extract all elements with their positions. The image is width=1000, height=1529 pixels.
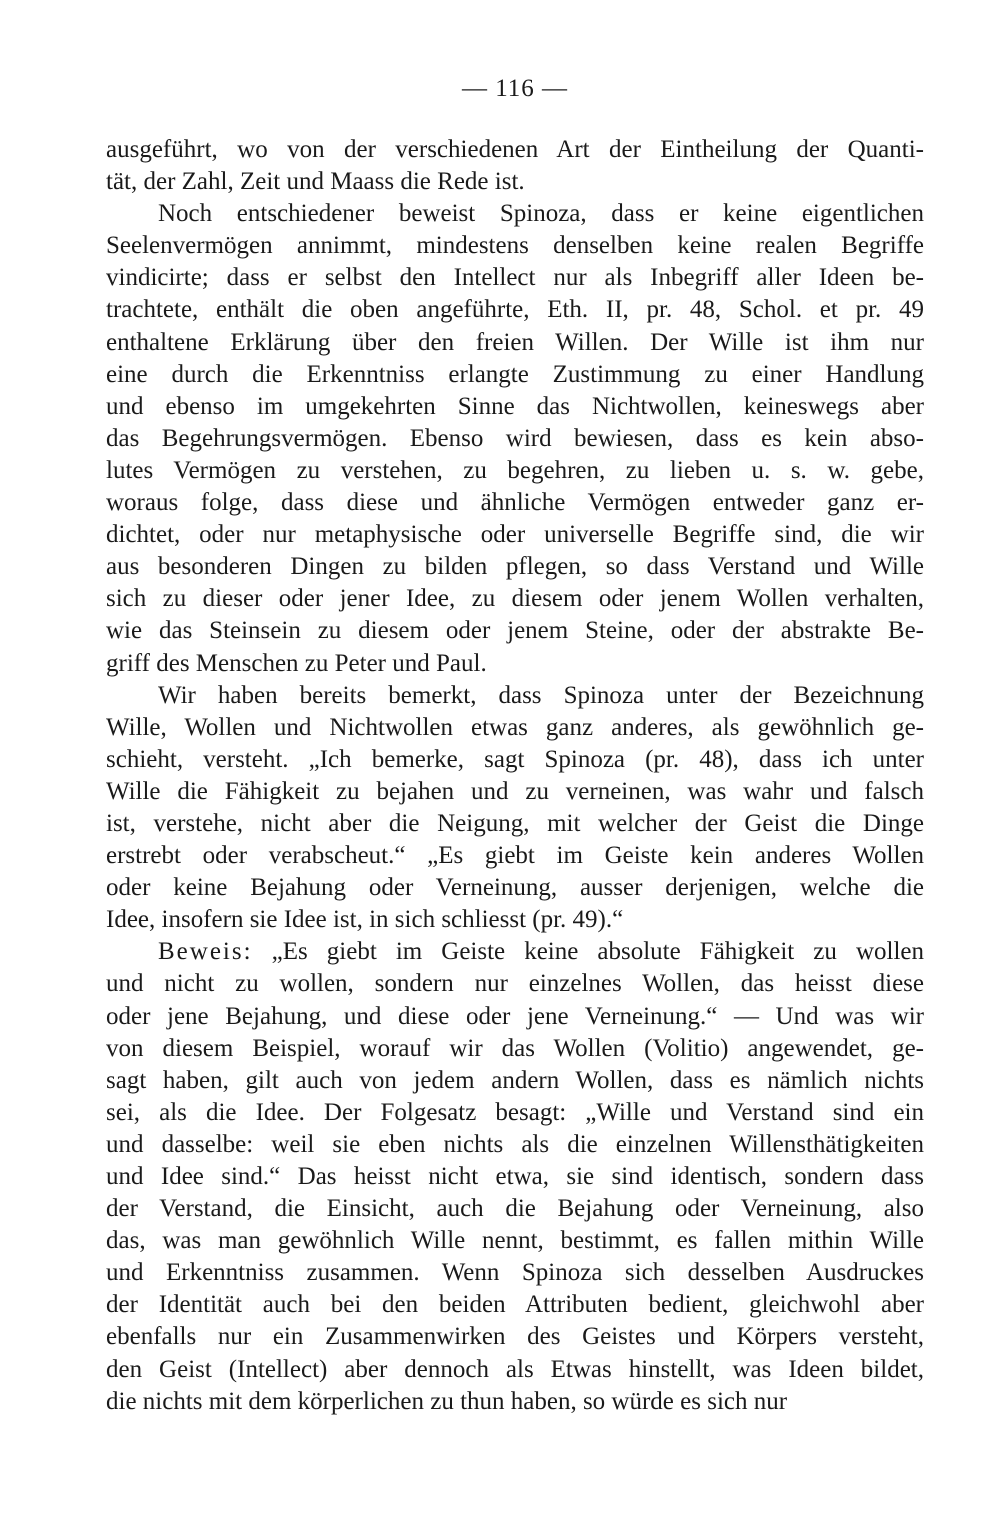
- text-line: Idee, insofern sie Idee ist, in sich schliesst (pr. 49).“: [106, 906, 624, 934]
- text-line: und nicht zu wollen, sondern nur einzelnes Wollen, das heisst diese: [106, 970, 924, 998]
- text-line: [106, 936, 924, 968]
- text-line: aus besonderen Dingen zu bilden pflegen, so dass Verstand und Wille: [106, 553, 924, 581]
- text-line: trachtete, enthält die oben angeführte, Eth. II, pr. 48, Schol. et pr. 49: [106, 296, 924, 324]
- text-line: ausgeführt, wo von der verschiedenen Art der Eintheilung der Quanti-: [106, 136, 924, 163]
- text-line: woraus folge, dass diese und ähnliche Vermögen entweder ganz er-: [106, 489, 924, 517]
- text-line: sich zu dieser oder jener Idee, zu diesem oder jenem Wollen verhalten,: [106, 585, 924, 613]
- text-line: griff des Menschen zu Peter und Paul.: [106, 649, 487, 677]
- line-text: „Es giebt im Geiste keine absolute Fähigkeit zu wollen: [252, 938, 924, 966]
- text-line: und Idee sind.“ Das heisst nicht etwa, sie sind identisch, sondern dass: [106, 1163, 924, 1190]
- text-line: und ebenso im umgekehrten Sinne das Nichtwollen, keineswegs aber: [106, 392, 924, 420]
- text-line: sagt haben, gilt auch von jedem andern Wollen, dass es nämlich nichts: [106, 1066, 924, 1094]
- text-line: oder keine Bejahung oder Verneinung, ausser derjenigen, welche die: [106, 874, 924, 902]
- spaced-word: Beweis:: [158, 938, 253, 966]
- text-line: der Identität auch bei den beiden Attributen bedient, gleichwohl aber: [106, 1291, 924, 1319]
- text-line: das Begehrungsvermögen. Ebenso wird bewiesen, dass es kein abso-: [106, 424, 924, 452]
- text-line: Seelenvermögen annimmt, mindestens denselben keine realen Begriffe: [106, 232, 924, 260]
- text-line: von diesem Beispiel, worauf wir das Wollen (Volitio) angewendet, ge-: [106, 1034, 924, 1062]
- paragraph: [106, 134, 924, 198]
- text-line: und Erkenntniss zusammen. Wenn Spinoza sich desselben Ausdruckes: [106, 1259, 924, 1287]
- page-number: — 116 —: [461, 75, 569, 102]
- text-line: Wille, Wollen und Nichtwollen etwas ganz anderes, als gewöhnlich ge-: [106, 713, 924, 741]
- text-line: sei, als die Idee. Der Folgesatz besagt: „Wille und Verstand sind ein: [106, 1098, 924, 1126]
- paragraph: [106, 936, 924, 1417]
- text-line: den Geist (Intellect) aber dennoch als Etwas hinstellt, was Ideen bildet,: [106, 1355, 924, 1383]
- text-line: Noch entschiedener beweist Spinoza, dass er keine eigentlichen: [158, 200, 924, 228]
- text-line: ebenfalls nur ein Zusammenwirken des Geistes und Körpers versteht,: [106, 1323, 924, 1351]
- text-line: das, was man gewöhnlich Wille nennt, bestimmt, es fallen mithin Wille: [106, 1227, 924, 1255]
- paragraph: [106, 680, 924, 937]
- text-line: vindicirte; dass er selbst den Intellect nur als Inbegriff aller Ideen be-: [106, 264, 924, 292]
- text-line: erstrebt oder verabscheut.“ „Es giebt im Geiste kein anderes Wollen: [106, 842, 924, 870]
- text-line: die nichts mit dem körperlichen zu thun haben, so würde es sich nur: [106, 1387, 788, 1415]
- body-text: [106, 134, 924, 1418]
- text-line: oder jene Bejahung, und diese oder jene Verneinung.“ — Und was wir: [106, 1002, 924, 1030]
- text-line: Wir haben bereits bemerkt, dass Spinoza unter der Bezeichnung: [158, 681, 924, 709]
- text-line: dichtet, oder nur metaphysische oder universelle Begriffe sind, die wir: [106, 521, 924, 549]
- document-page: [106, 74, 924, 1418]
- text-line: Wille die Fähigkeit zu bejahen und zu verneinen, was wahr und falsch: [106, 777, 924, 805]
- paragraph: [106, 198, 924, 679]
- text-line: lutes Vermögen zu verstehen, zu begehren, zu lieben u. s. w. gebe,: [106, 456, 924, 484]
- text-line: schieht, versteht. „Ich bemerke, sagt Spinoza (pr. 48), dass ich unter: [106, 745, 924, 773]
- text-line: der Verstand, die Einsicht, auch die Bejahung oder Verneinung, also: [106, 1195, 924, 1223]
- text-line: ist, verstehe, nicht aber die Neigung, mit welcher der Geist die Dinge: [106, 809, 924, 837]
- text-line: und dasselbe: weil sie eben nichts als die einzelnen Willensthätigkeiten: [106, 1130, 924, 1158]
- text-line: wie das Steinsein zu diesem oder jenem Steine, oder der abstrakte Be-: [106, 617, 924, 645]
- text-line: tät, der Zahl, Zeit und Maass die Rede ist.: [106, 168, 525, 196]
- text-line: eine durch die Erkenntniss erlangte Zustimmung zu einer Handlung: [106, 360, 924, 388]
- text-line: enthaltene Erklärung über den freien Willen. Der Wille ist ihm nur: [106, 328, 924, 356]
